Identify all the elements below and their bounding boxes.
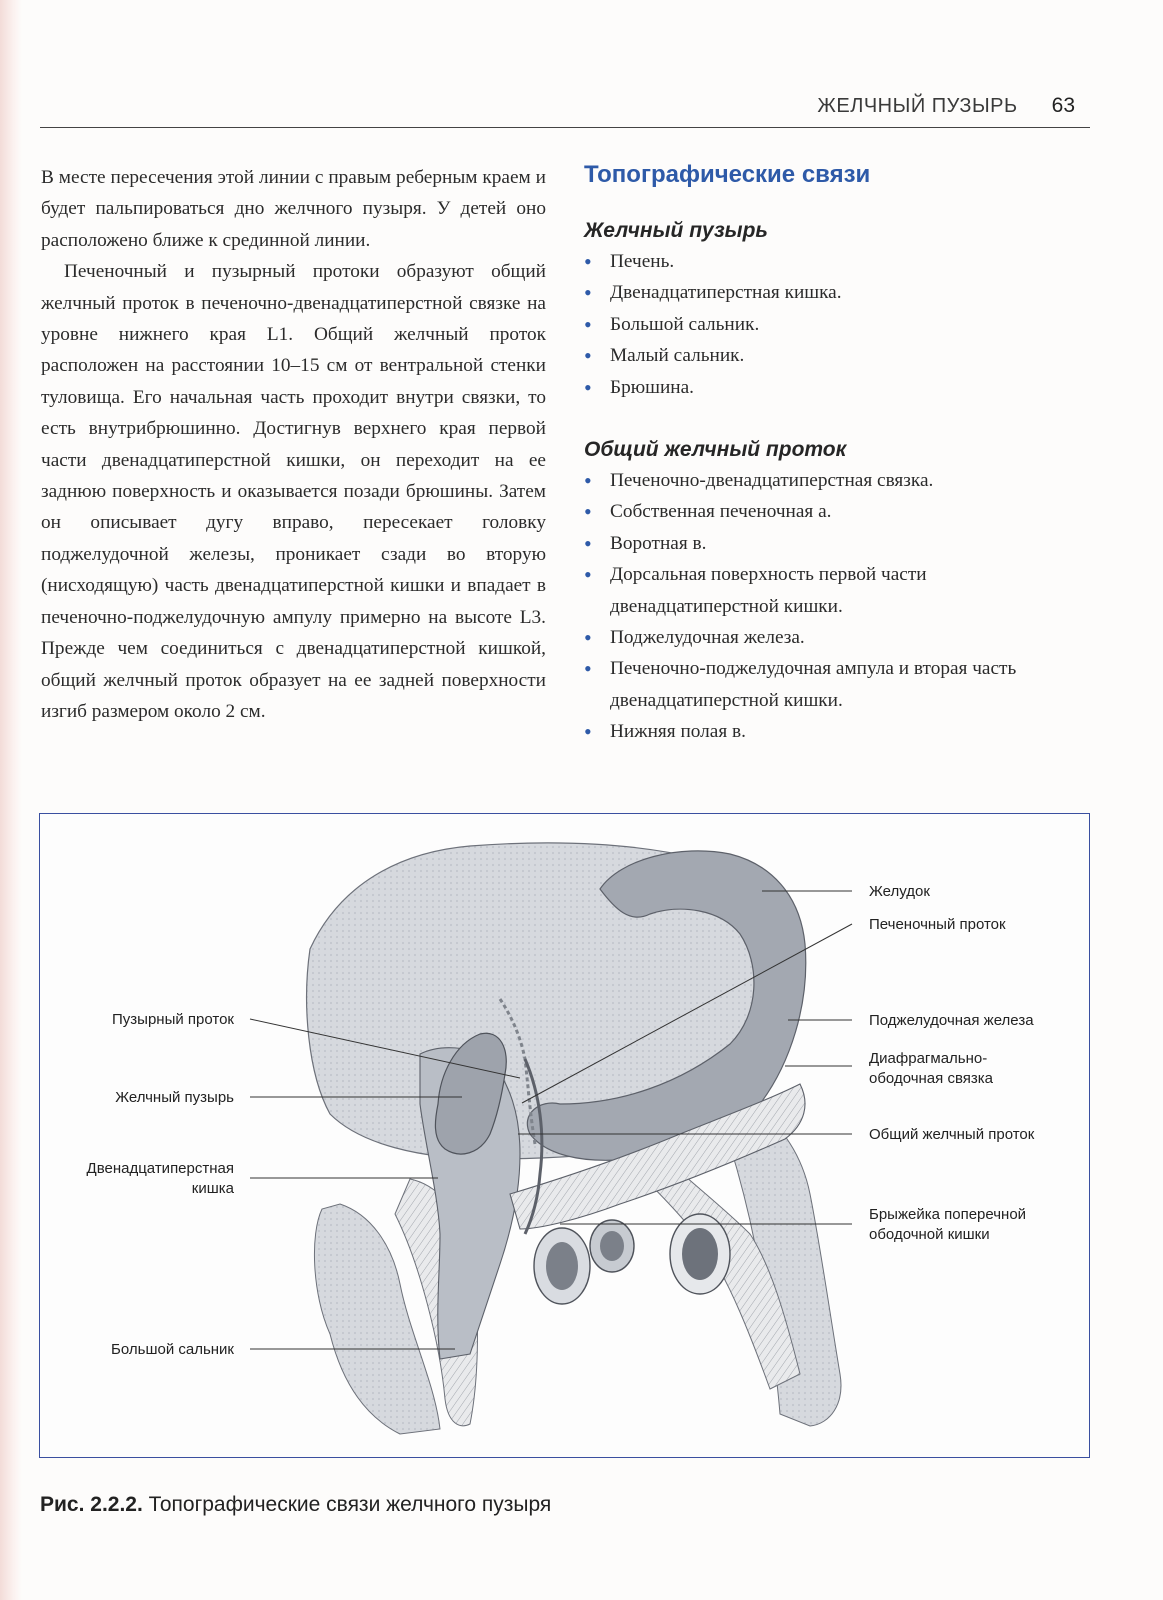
list-item: • Большой сальник. xyxy=(584,309,1096,340)
list-item: • Малый сальник. xyxy=(584,340,1096,371)
list-item: • Нижняя полая в. xyxy=(584,716,1096,747)
anatomy-illustration xyxy=(40,814,1091,1459)
bile-duct-relations-list xyxy=(584,465,1096,748)
list-item: • Печеночно-поджелудочная ампула и вторая часть двенадцатиперстной кишки. xyxy=(584,653,1096,716)
figure-frame xyxy=(39,813,1090,1458)
caption-number: Рис. 2.2.2. xyxy=(40,1493,143,1516)
label-hepatic-duct: Печеночный проток xyxy=(869,916,1006,933)
list-item: • Воротная в. xyxy=(584,528,1096,559)
figure-caption xyxy=(40,1493,551,1517)
section-title: Топографические связи xyxy=(584,161,871,188)
list-item: • Брюшина. xyxy=(584,372,1096,403)
list-item: • Поджелудочная железа. xyxy=(584,622,1096,653)
right-column xyxy=(584,160,1096,748)
label-mesocolon-line1: Брыжейка поперечной xyxy=(869,1206,1027,1223)
list-item: • Дорсальная поверхность первой части двенадцатиперстной кишки. xyxy=(584,559,1096,622)
subsection-title-gallbladder: Желчный пузырь xyxy=(584,219,768,242)
list-item: • Собственная печеночная а. xyxy=(584,496,1096,527)
running-title: ЖЕЛЧНЫЙ ПУЗЫРЬ xyxy=(817,95,1018,117)
label-greater-omentum: Большой сальник xyxy=(111,1341,234,1358)
left-column xyxy=(41,162,546,727)
label-duodenum-line2: кишка xyxy=(191,1180,234,1197)
list-item: • Печеночно-двенадцатиперстная связка. xyxy=(584,465,1096,496)
jejunum-lumen-1 xyxy=(546,1242,578,1290)
page-number: 63 xyxy=(1051,94,1075,117)
label-pancreas: Поджелудочная железа xyxy=(869,1012,1034,1029)
label-mesocolon-line2: ободочной кишки xyxy=(869,1226,990,1243)
paragraph-1: В месте пересечения этой линии с правым реберным краем и будет пальпироваться дно желчного пузыря. У детей оно расположено ближе к срединной линии. xyxy=(41,167,546,251)
list-item: • Печень. xyxy=(584,246,1096,277)
label-phrenicocolic-line1: Диафрагмально- xyxy=(869,1050,988,1067)
jejunum-lumen-2 xyxy=(600,1231,624,1261)
running-head xyxy=(817,94,1075,118)
label-cystic-duct: Пузырный проток xyxy=(112,1011,234,1028)
gallbladder-relations-list xyxy=(584,246,1096,403)
page-edge-shadow xyxy=(0,0,22,1600)
label-stomach: Желудок xyxy=(869,883,930,900)
paragraph-2: Печеночный и пузырный протоки образуют общий желчный проток в печеночно-двенадцатиперстной связке на уровне нижнего края L1. Общий желчный проток расположен на расстоянии 10–15 см от вентральной стенки туловища. Его начальная часть проходит внутри связки, то есть внутрибрюшинно. Достигнув верхнего края первой части двенадцатиперстной кишки, он переходит на ее заднюю поверхность и оказывается позади брюшины. Затем он описывает дугу вправо, пересекает головку поджелудочной железы, проникает сзади во вторую (нисходящую) часть двенадцатиперстной кишки и впадает в печеночно-поджелудочную ампулу примерно на высоте L3. Прежде чем соединиться с двенадцатиперстной кишкой, общий желчный проток образует на ее задней поверхности изгиб размером около 2 см. xyxy=(41,261,546,722)
header-rule xyxy=(40,127,1090,128)
list-item: • Двенадцатиперстная кишка. xyxy=(584,277,1096,308)
label-common-bile-duct: Общий желчный проток xyxy=(869,1126,1035,1143)
caption-text: Топографические связи желчного пузыря xyxy=(142,1493,552,1516)
label-duodenum-line1: Двенадцатиперстная xyxy=(86,1160,234,1177)
label-gallbladder: Желчный пузырь xyxy=(115,1089,234,1106)
jejunum-lumen-3 xyxy=(682,1228,718,1280)
subsection-title-common-bile-duct: Общий желчный проток xyxy=(584,438,847,462)
label-phrenicocolic-line2: ободочная связка xyxy=(869,1070,993,1087)
